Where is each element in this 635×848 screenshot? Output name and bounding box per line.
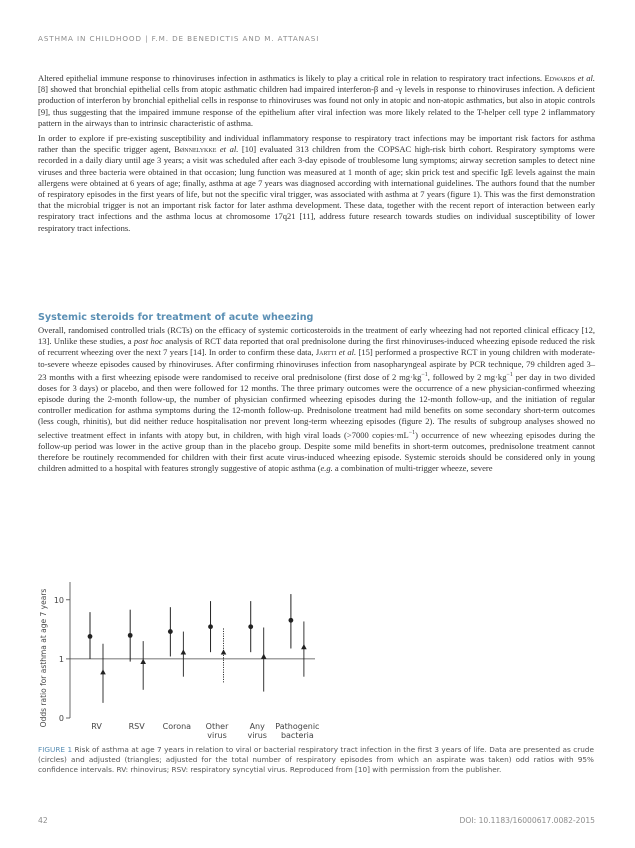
x-category-label: RV — [91, 722, 102, 731]
crude-point — [288, 618, 293, 623]
y-tick-label: 1 — [58, 654, 64, 664]
crude-point — [128, 633, 133, 638]
x-category-label: Corona — [162, 722, 192, 731]
paragraph-epithelial-response: Altered epithelial immune response to rhinoviruses infection in asthmatics is likely to play a critical role in relation to respiratory tract infections. Edwards et al. [8] showed that bronchial epithelial cells from atopic asthmatic children had impaired interferon-β and -γ levels in response to rhinoviruses infection. A deficient production of interferon by bronchial epithelial cells in response to rhinoviruses was found not only in atopic and non-atopic asthmatics, but also in atopic controls [9], thus suggesting that the impaired immune response of the epithelium after viral infection was more likely related to the T-helper cell type 2 inflammatory pattern in the airways than to intrinsic characteristic of asthma. — [38, 73, 595, 128]
crude-point — [248, 624, 253, 629]
adjusted-point — [140, 659, 146, 664]
x-category-label: Other — [205, 722, 229, 731]
article-body-steroids — [38, 325, 595, 478]
x-category-label: Pathogenic — [275, 722, 320, 731]
x-category-label: RSV — [128, 722, 145, 731]
x-category-label: virus — [247, 731, 267, 740]
x-category-label: bacteria — [280, 731, 314, 740]
section-heading: Systemic steroids for treatment of acute wheezing — [38, 312, 314, 323]
adjusted-point — [261, 654, 267, 659]
crude-point — [208, 624, 213, 629]
figure-1-odds-ratio-chart — [30, 578, 320, 743]
adjusted-point — [181, 649, 187, 654]
running-head: ASTHMA IN CHILDHOOD | F.M. DE BENEDICTIS AND M. ATTANASI — [38, 34, 320, 43]
x-category-label: Any — [249, 722, 265, 731]
y-tick-label: 0 — [58, 714, 64, 723]
paragraph-copsac-cohort: In order to explore if pre-existing susceptibility and individual inflammatory response to respiratory tract infections may be important risk factors for asthma rather than the specific trigger agent, Bønnelykke et al. [10] evaluated 313 children from the COPSAC high-risk birth cohort. Respiratory symptoms were recorded in a daily diary until age 3 years; a visit was scheduled after each 3-day episode of troublesome lung symptoms; airway secretion samples to detect nine viruses and three bacteria were obtained in that occasion; lung function was measured at 1 month of age; skin prick test and specific IgE levels against the main allergens were obtained at 6 years of age; finally, asthma at age 7 years was diagnosed according with international guidelines. The authors found that the number of respiratory episodes in the first years of life, but not the specific viral trigger, was associated with asthma at 7 years (figure 1). This was the first demonstration that the microbial trigger is not an important risk factor for later asthma development. These data, together with the recent report of interaction between early respiratory tract infections and the asthma locus at chromosome 17q21 [11], address future research towards studies on individual susceptibility of lower respiratory tract infections. — [38, 133, 595, 233]
adjusted-point — [100, 669, 106, 674]
adjusted-point — [301, 644, 307, 649]
paragraph-systemic-steroids: Overall, randomised controlled trials (RCTs) on the efficacy of systemic corticosteroids in the treatment of early wheezing had not reported clinical efficacy [12, 13]. Unlike these studies, a post hoc analysis of RCT data reported that oral prednisolone during the first rhinoviruses-induced wheezing episode reduced the risk of recurrent wheezing over the next 7 years [14]. In order to confirm these data, Jartti et al. [15] performed a prospective RCT in young children with moderate-to-severe wheeze episodes caused by rhinoviruses. After confirming rhinoviruses infection from nasopharyngeal aspirate by PCR technique, 79 children aged 3–23 months with a first wheezing episode were randomised to receive oral prednisolone (first dose of 2 $mg\cdot kg^{-1}$, followed by 2 $mg\cdot kg^{-1}$ per day in two divided doses for 3 days) or placebo, and then were followed for 12 months. The three primary outcomes were the occurrence of a new physician-confirmed wheezing episode during the 2-month follow-up, the number of physician confirmed wheezing episodes during the 12-month follow-up, and the initiation of regular controller medication for asthma symptoms during the 12-month follow-up. Prednisolone treatment had mild benefits on some secondary short-term outcomes (less cough, rhinitis), but did neither reduce hospitalisation nor prevent long-term wheezing episodes (figure 2). The results of subgroup analyses showed no selective treatment effect in infants with atopy but, in children, with high viral loads (>7000 $copies\cdot mL^{-1}$) occurrence of new wheezing episodes during the follow-up period was lower in the active group than in the placebo group. Despite some mild benefits in short-term outcomes, prednisolone treatment cannot therefore be routinely recommended for children with their first acute virus-induced wheezing episode. Systemic steroids should be considered only in young children admitted to a hospital with features strongly suggestive of atopic asthma (e.g. a combination of multi-trigger wheeze, severe — [38, 325, 596, 474]
y-tick-label: 10 — [53, 595, 64, 605]
figure-caption: FIGURE 1 Risk of asthma at age 7 years in relation to viral or bacterial respiratory tract infection in the first 3 years of life. Data are presented as crude (circles) and adjusted (triangles; adjusted for the total number of respiratory episodes from which an aspirate was taken) odd ratios with 95% confidence intervals. RV: rhinovirus; RSV: respiratory syncytial virus. Reproduced from [10] with permission from the publisher. — [38, 745, 594, 774]
y-axis-label: Odds ratio for asthma at age 7 years — [39, 588, 48, 728]
doi: DOI: 10.1183/16000617.0082-2015 — [459, 816, 595, 825]
crude-point — [168, 629, 173, 634]
crude-point — [88, 634, 93, 639]
article-body-top — [38, 73, 595, 238]
adjusted-point — [221, 649, 227, 654]
x-category-label: virus — [207, 731, 227, 740]
page-number: 42 — [38, 816, 48, 825]
